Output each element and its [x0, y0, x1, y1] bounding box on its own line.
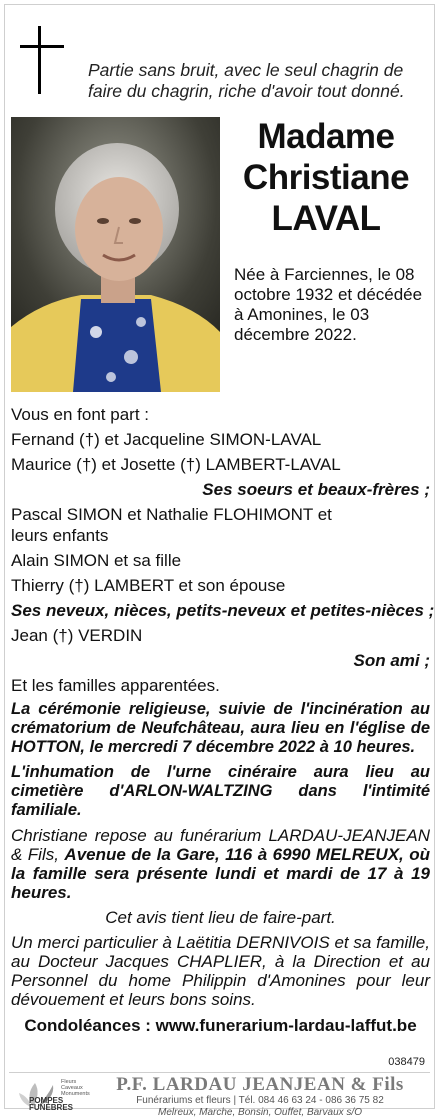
thanks-notice: Un merci particulier à Laëtitia DERNIVOIS et sa famille, au Docteur Jacques CHAPLIER, à la Direction et au Personnel du home Philippin d'Amonines pour leur dévouement et leurs bons soins.	[11, 933, 430, 1009]
funeral-home-locations: Melreux, Marche, Bonsin, Ouffet, Barvaux s/O	[158, 1107, 362, 1118]
logo-brand	[29, 1097, 73, 1111]
logo-service-item: Caveaux	[61, 1085, 83, 1091]
funeral-home-footer	[9, 1072, 430, 1118]
family-line: Jean (†) VERDIN	[11, 626, 143, 645]
logo-service-item: Fleurs	[61, 1079, 77, 1085]
ceremony-notice: La cérémonie religieuse, suivie de l'incinération au crématorium de Neufchâteau, aura lieu en l'église de HOTTON, le mercredi 7 décembre 2022 à 10 heures.	[11, 700, 430, 756]
relation-label: Ses neveux, nièces, petits-neveux et petites-nièces ;	[11, 601, 435, 620]
repose-address: Avenue de la Gare, 116 à 6990 MELREUX, où la famille sera présente lundi et mardi de 17 à 19 heures.	[11, 845, 430, 902]
family-line: Fernand (†) et Jacqueline SIMON-LAVAL	[11, 430, 322, 449]
name-first: Christiane	[242, 158, 410, 197]
family-line: Thierry (†) LAMBERT et son épouse	[11, 576, 286, 595]
family-line: Et les familles apparentées.	[11, 676, 220, 695]
portrait-photo	[11, 117, 220, 392]
funeral-home-contact: Funérariums et fleurs | Tél. 084 46 63 24 - 086 36 75 82	[136, 1095, 384, 1106]
condolences-link[interactable]: Condoléances : www.funerarium-lardau-laffut.be	[24, 1016, 417, 1035]
logo-brand-line: FUNÈBRES	[29, 1103, 74, 1112]
logo-brand-line: POMPES	[29, 1096, 64, 1105]
intro-line: Vous en font part :	[11, 405, 149, 424]
faire-part-note: Cet avis tient lieu de faire-part.	[105, 908, 336, 927]
repose-notice	[11, 826, 430, 902]
name-last: LAVAL	[271, 199, 381, 238]
birth-death-dates: Née à Farciennes, le 08 octobre 1932 et décédée à Amonines, le 03 décembre 2022.	[234, 265, 423, 344]
deceased-name	[226, 116, 426, 239]
relation-label: Son ami ;	[353, 651, 430, 670]
logo-services	[61, 1079, 90, 1097]
epitaph-quote: Partie sans bruit, avec le seul chagrin de faire du chagrin, riche d'avoir tout donné.	[88, 60, 405, 101]
repose-text: Christiane repose au funérarium LARDAU-JEANJEAN & Fils,	[11, 826, 430, 864]
name-title: Madame	[257, 117, 395, 156]
family-line: Alain SIMON et sa fille	[11, 551, 182, 570]
relation-label: Ses soeurs et beaux-frères ;	[202, 480, 430, 499]
family-line: Maurice (†) et Josette (†) LAMBERT-LAVAL	[11, 455, 341, 474]
inhumation-notice: L'inhumation de l'urne cinéraire aura lieu au cimetière d'ARLON-WALTZING dans l'intimité familiale.	[11, 763, 430, 819]
cross-icon	[20, 26, 64, 94]
reference-number: 038479	[388, 1056, 425, 1068]
announcement-body	[11, 404, 435, 1036]
logo-service-item: Monuments	[61, 1091, 90, 1097]
family-line: Pascal SIMON et Nathalie FLOHIMONT et leurs enfants	[11, 505, 332, 545]
funeral-home-name: P.F. LARDAU JEANJEAN & Fils	[116, 1074, 404, 1095]
